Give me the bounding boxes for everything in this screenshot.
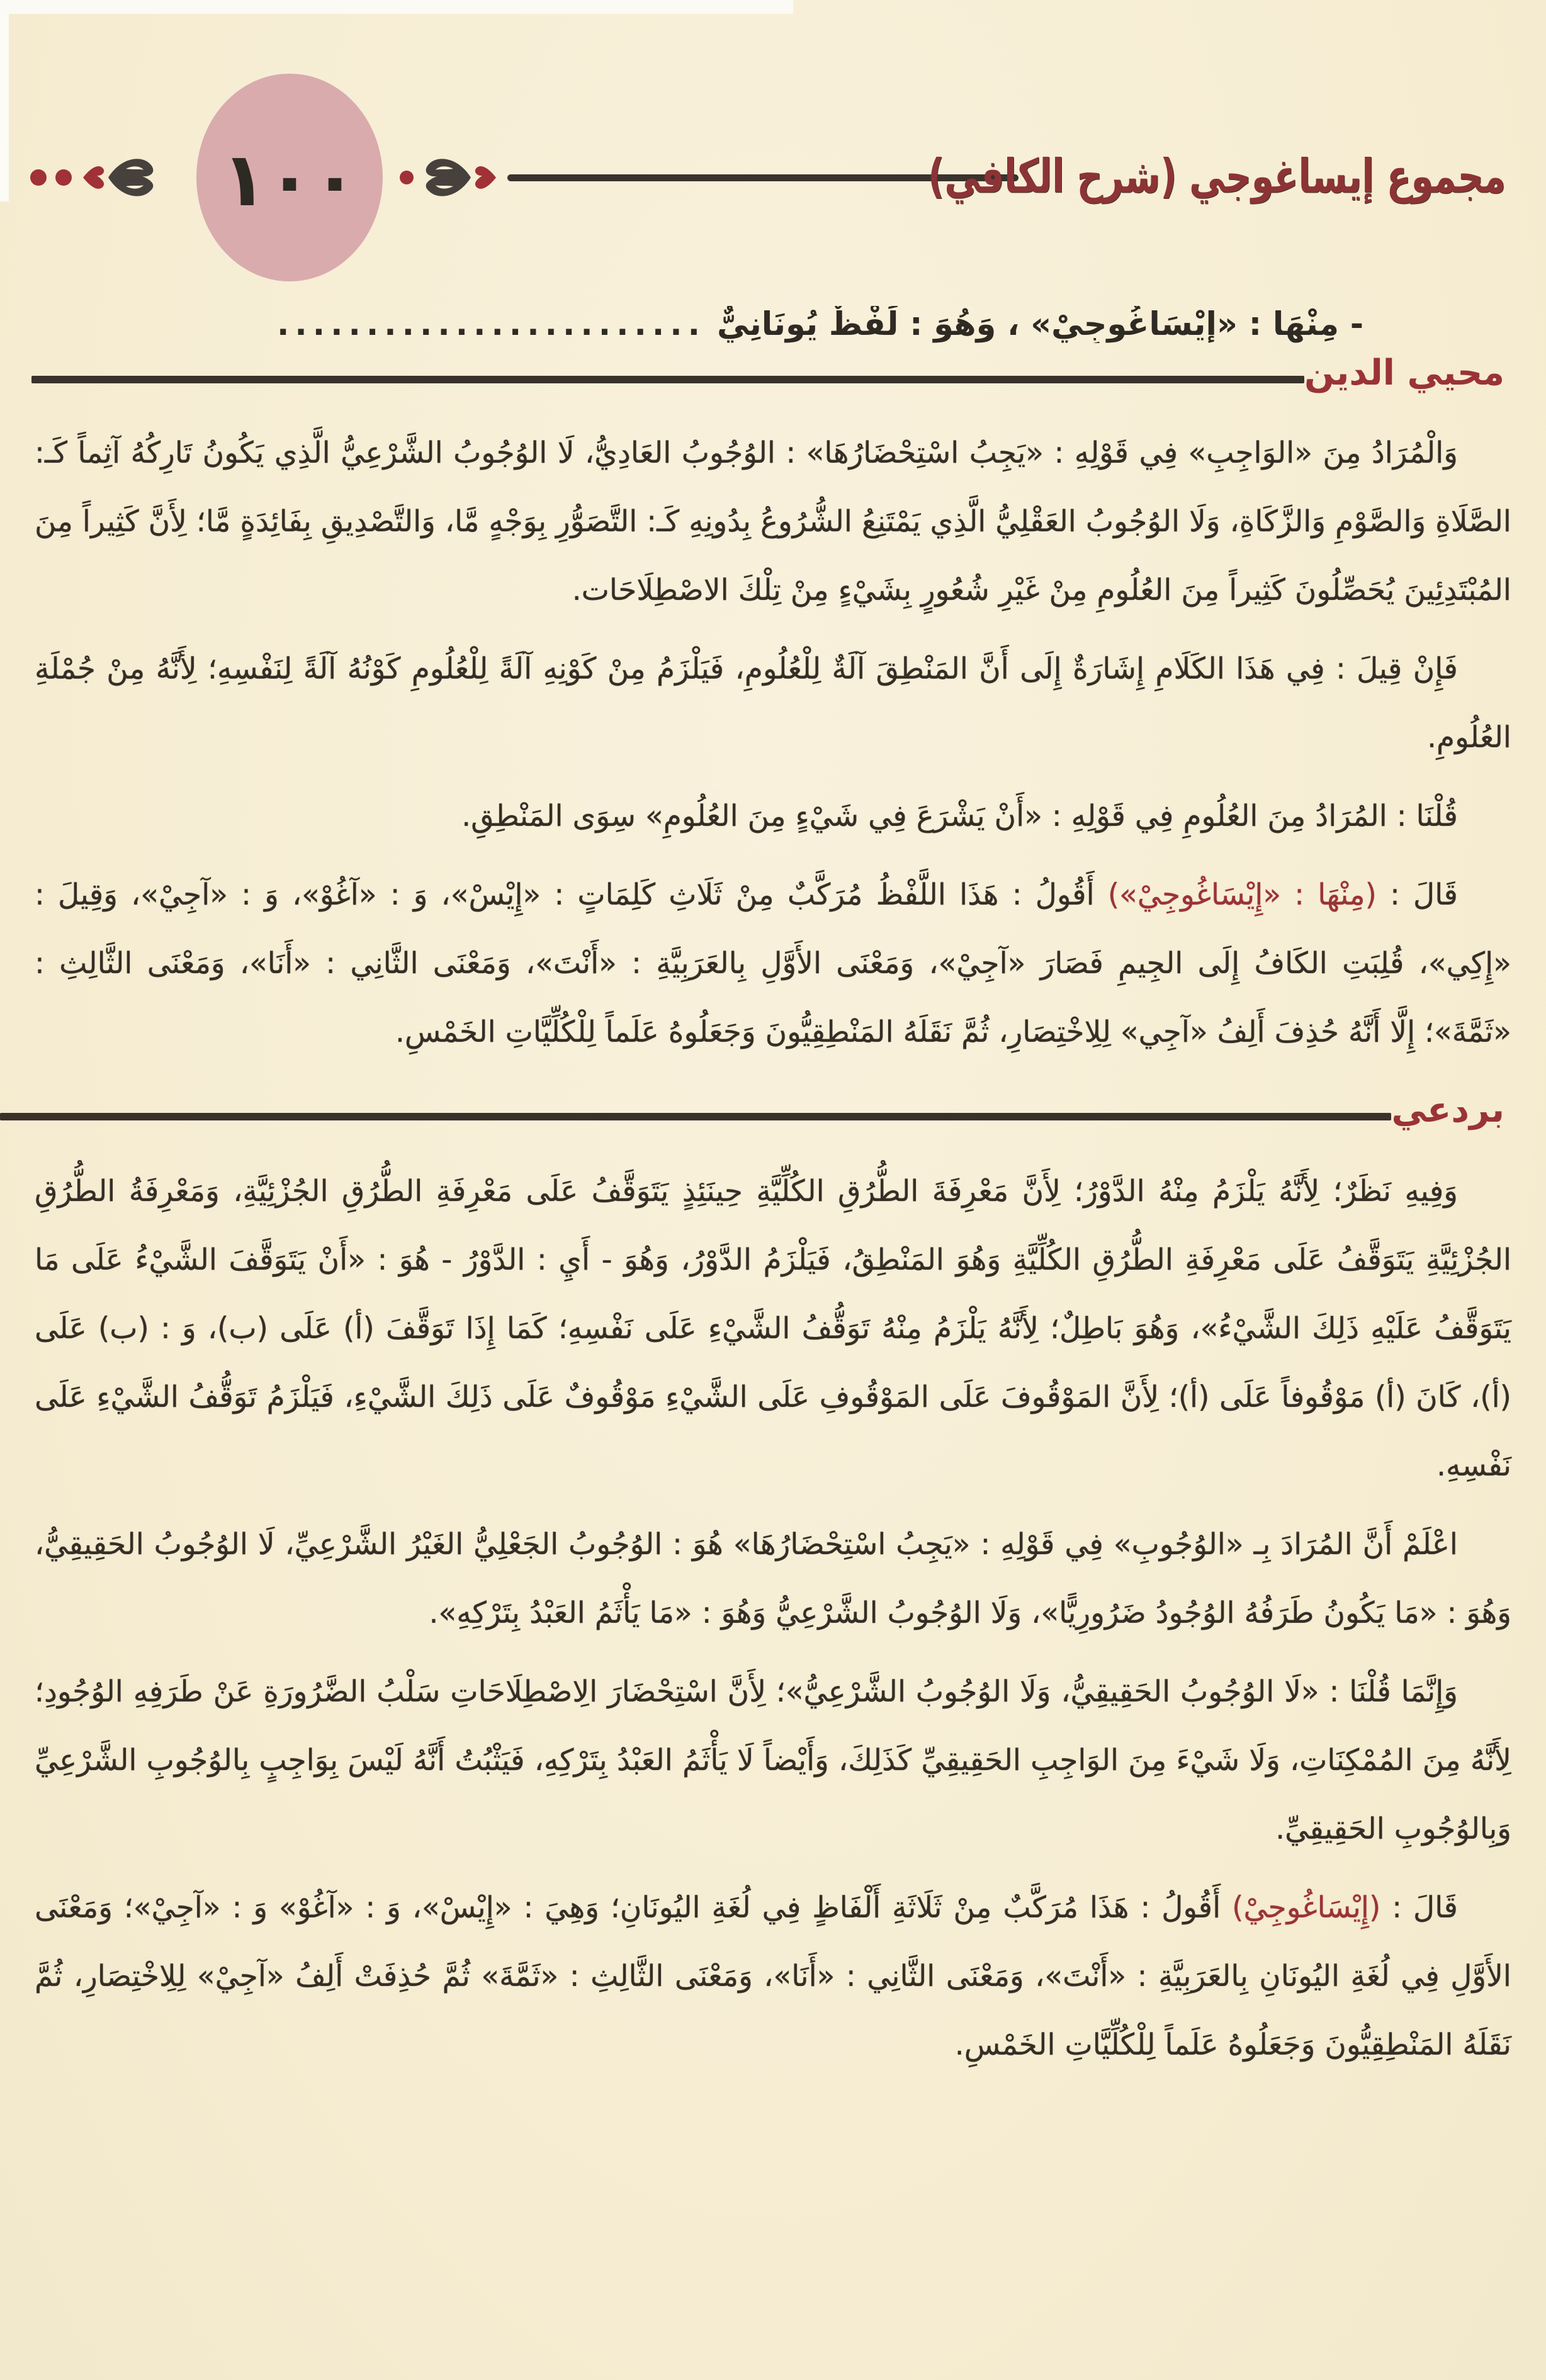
text-segment: أَقُولُ : هَذَا مُرَكَّبٌ مِنْ ثَلَاثَةِ أَلْفَاظٍ فِي لُغَةِ اليُونَانِ؛ وَهِيَ : «إِيْسْ»، وَ : «آغُوْ» وَ : «آجِيْ»؛ وَمَعْنَى الأَوَّلِ فِي لُغَةِ اليُونَانِ بِالعَرَبِيَّةِ : «أَنْتَ»، وَمَعْنَى الثَّانِي : «أَنَا»، وَمَعْنَى الثَّالِثِ : «ثَمَّةَ» ثُمَّ حُذِفَتْ أَلِفُ «آجِيْ» لِلِاخْتِصَارِ، ثُمَّ نَقَلَهُ المَنْطِقِيُّونَ وَجَعَلُوهُ عَلَماً لِلْكُلِّيَّاتِ الخَمْسِ. — [35, 1890, 1511, 2062]
text-segment: أَقُولُ : هَذَا اللَّفْظُ مُرَكَّبٌ مِنْ ثَلَاثِ كَلِمَاتٍ : «إِيْسْ»، وَ : «آغُوْ»، وَ : «آجِيْ»، وَقِيلَ : «إِكِي»، قُلِبَتِ الكَافُ إِلَى الجِيمِ فَصَارَ «آجِيْ»، وَمَعْنَى الأَوَّلِ بِالعَرَبِيَّةِ : «أَنْتَ»، وَمَعْنَى الثَّانِي : «أَنَا»، وَمَعْنَى الثَّالِثِ : «ثَمَّةَ»؛ إِلَّا أَنَّهُ حُذِفَ أَلِفُ «آجِي» لِلِاخْتِصَارِ، ثُمَّ نَقَلَهُ المَنْطِقِيُّونَ وَجَعَلُوهُ عَلَماً لِلْكُلِّيَّاتِ الخَمْسِ. — [35, 877, 1511, 1049]
text-segment: فَإِنْ قِيلَ : فِي هَذَا الكَلَامِ إِشَارَةٌ إِلَى أَنَّ المَنْطِقَ آلَةٌ لِلْعُلُومِ، فَيَلْزَمُ مِنْ كَوْنِهِ آلَةً لِلْعُلُومِ كَوْنُهُ آلَةً لِنَفْسِهِ؛ لِأَنَّهُ مِنْ جُمْلَةِ العُلُومِ. — [35, 651, 1511, 755]
paragraph — [35, 419, 1511, 624]
text-segment: وَالْمُرَادُ مِنَ «الوَاجِبِ» فِي قَوْلِهِ : «يَجِبُ اسْتِحْضَارُهَا» : الوُجُوبُ العَادِيُّ، لَا الوُجُوبُ الشَّرْعِيُّ الَّذِي يَكُونُ تَارِكُهُ آثِماً كَـ: الصَّلَاةِ وَالصَّوْمِ وَالزَّكَاةِ، وَلَا الوُجُوبُ العَقْلِيُّ الَّذِي يَمْتَنِعُ الشُّرُوعُ بِدُونِهِ كَـ: التَّصَوُّرِ بِوَجْهٍ مَّا، وَالتَّصْدِيقِ بِفَائِدَةٍ مَّا؛ لِأَنَّ كَثِيراً مِنَ المُبْتَدِئِينَ يُحَصِّلُونَ كَثِيراً مِنَ العُلُومِ مِنْ غَيْرِ شُعُورٍ بِشَيْءٍ مِنْ تِلْكَ الاصْطِلَاحَات. — [35, 436, 1511, 607]
text-segment: وَإِنَّمَا قُلْنَا : «لَا الوُجُوبُ الحَقِيقِيُّ، وَلَا الوُجُوبُ الشَّرْعِيُّ»؛ لِأَنَّ اسْتِحْضَارَ الِاصْطِلَاحَاتِ سَلْبُ الضَّرُورَةِ عَنْ طَرَفِهِ الوُجُودِ؛ لِأَنَّهُ مِنَ المُمْكِنَاتِ، وَلَا شَيْءَ مِنَ الوَاجِبِ الحَقِيقِيِّ كَذَلِكَ، وَأَيْضاً لَا يَأْثَمُ العَبْدُ بِتَرْكِهِ، فَيَثْبُتُ أَنَّهُ لَيْسَ بِوَاجِبٍ بِالوُجُوبِ الشَّرْعِيِّ وَبِالوُجُوبِ الحَقِيقِيِّ. — [35, 1674, 1511, 1846]
text-segment: وَفِيهِ نَظَرٌ؛ لِأَنَّهُ يَلْزَمُ مِنْهُ الدَّوْرُ؛ لِأَنَّ مَعْرِفَةَ الطُّرُقِ الكُلِّيَّةِ حِينَئِذٍ يَتَوَقَّفُ عَلَى مَعْرِفَةِ الطُّرُقِ الجُزْئِيَّةِ، وَمَعْرِفَةُ الطُّرُقِ الجُزْئِيَّةِ يَتَوَقَّفُ عَلَى مَعْرِفَةِ الطُّرُقِ الكُلِّيَّةِ وَهُوَ المَنْطِقُ، فَيَلْزَمُ الدَّوْرُ، وَهُوَ - أَيِ : الدَّوْرُ - هُوَ : «أَنْ يَتَوَقَّفَ الشَّيْءُ عَلَى مَا يَتَوَقَّفُ عَلَيْهِ ذَلِكَ الشَّيْءُ»، وَهُوَ بَاطِلٌ؛ لِأَنَّهُ يَلْزَمُ مِنْهُ تَوَقُّفُ الشَّيْءِ عَلَى نَفْسِهِ؛ كَمَا إِذَا تَوَقَّفَ (أ) عَلَى (ب)، وَ : (ب) عَلَى (أ)، كَانَ (أ) مَوْقُوفاً عَلَى (أ)؛ لِأَنَّ المَوْقُوفَ عَلَى المَوْقُوفِ عَلَى الشَّيْءِ مَوْقُوفٌ عَلَى ذَلِكَ الشَّيْءِ، فَيَلْزَمُ تَوَقُّفُ الشَّيْءِ عَلَى نَفْسِهِ. — [35, 1174, 1511, 1483]
section-header-bardai — [0, 1090, 1513, 1134]
section-header-muhyiddin — [31, 352, 1513, 397]
scan-edge-top — [0, 0, 793, 14]
text-segment-red: (إِيْسَاغُوجِيْ) — [1232, 1890, 1381, 1925]
text-segment: قُلْنَا : المُرَادُ مِنَ العُلُومِ فِي قَوْلِهِ : «أَنْ يَشْرَعَ فِي شَيْءٍ مِنَ العُلُومِ» سِوَى المَنْطِقِ. — [461, 799, 1458, 833]
page-number-badge — [196, 74, 383, 281]
section-author-label: محيي الدين — [1304, 352, 1504, 393]
text-segment: قَالَ : — [1380, 1890, 1458, 1925]
paragraph — [35, 634, 1511, 772]
section-author-label: بردعي — [1391, 1090, 1504, 1131]
paragraph — [35, 1657, 1511, 1863]
section-rule — [0, 1113, 1391, 1120]
header-dots-ornament — [30, 169, 72, 186]
section-muhyiddin-paragraphs — [35, 419, 1511, 1066]
scan-edge-left — [0, 0, 9, 201]
header-ornament-right-icon — [81, 151, 188, 204]
matn-ellipsis-dots: ........................ — [277, 306, 706, 343]
paragraph — [35, 1873, 1511, 2079]
paragraph — [35, 1510, 1511, 1647]
paragraph — [35, 1157, 1511, 1500]
matn-line — [208, 306, 1363, 343]
page-header — [30, 70, 1521, 285]
book-title: مجموع إيساغوجي (شرح الكافي) — [928, 149, 1506, 204]
text-segment-red: (مِنْهَا : «إِيْسَاغُوجِيْ») — [1107, 877, 1377, 912]
paragraph — [35, 782, 1511, 850]
header-ornament-left-icon — [392, 151, 499, 204]
page-number: ١٠٠ — [221, 136, 358, 223]
paragraph — [35, 860, 1511, 1066]
matn-text: - مِنْهَا : «إِيْسَاغُوجِيْ» ، وَهُوَ : لَفْظٌ يُونَانِيٌّ — [717, 306, 1363, 343]
text-segment: قَالَ : — [1376, 877, 1458, 912]
section-rule — [31, 376, 1304, 383]
section-bardai-paragraphs — [35, 1157, 1511, 2079]
text-segment: اعْلَمْ أَنَّ المُرَادَ بِـ «الوُجُوبِ» فِي قَوْلِهِ : «يَجِبُ اسْتِحْضَارُهَا» هُوَ : الوُجُوبُ الجَعْلِيُّ الغَيْرُ الشَّرْعِيِّ، لَا الوُجُوبُ الحَقِيقِيُّ، وَهُوَ : «مَا يَكُونُ طَرَفُهُ الوُجُودُ ضَرُورِيًّا»، وَلَا الوُجُوبُ الشَّرْعِيُّ وَهُوَ : «مَا يَأْثَمُ العَبْدُ بِتَرْكِهِ». — [35, 1527, 1511, 1630]
